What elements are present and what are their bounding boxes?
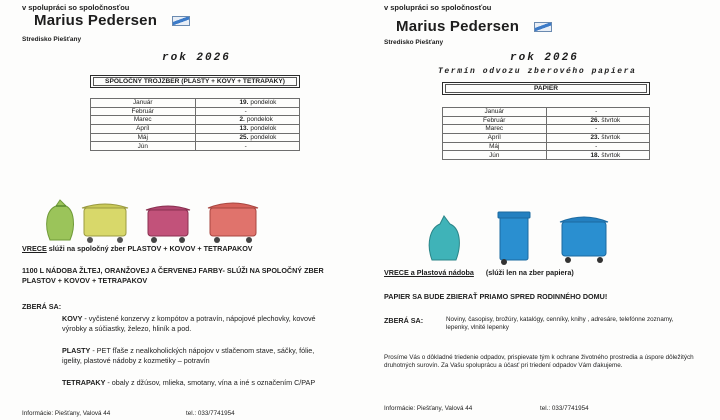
schedule-month: Február: [443, 116, 547, 125]
teal-bag-icon: [429, 216, 459, 260]
schedule-date: [546, 116, 650, 125]
schedule-month: Marec: [91, 116, 196, 125]
schedule-day-number: 19.: [239, 99, 249, 107]
schedule-date: [195, 125, 300, 134]
schedule-day-number: 26.: [590, 116, 600, 124]
brand-header: [34, 12, 190, 30]
kovy-item: KOVY - vyčistené konzervy z kompótov a potravín, nápojové plechovky, kovové výrobky a súčiastky, železo, hliník a pod.: [62, 314, 316, 333]
schedule-date: [195, 133, 300, 142]
schedule-weekday: pondelok: [246, 116, 273, 124]
branch-name: Stredisko Piešťany: [384, 39, 444, 46]
blue-large-bin-icon: [560, 217, 608, 263]
schedule-row: [443, 108, 650, 117]
schedule-date: [546, 151, 650, 160]
schedule-day-number: 23.: [590, 134, 600, 142]
schedule-month: Apríl: [443, 134, 547, 143]
pickup-notice: PAPIER SA BUDE ZBIERAŤ PRIAMO SPRED RODINNÉHO DOMU!: [384, 292, 608, 301]
schedule-weekday: pondelok: [250, 125, 277, 133]
bin-usage-text: 1100 L NÁDOBA ŽLTEJ, ORANŽOVEJ A ČERVENEJ FARBY- SLÚŽI NA SPOLOČNÝ ZBER PLASTOV + KOVOV + TETRAPAKOV: [22, 266, 324, 285]
schedule-weekday: štvrtok: [601, 134, 621, 142]
brand-logo-icon: [534, 22, 552, 32]
year-title: rok 2026: [510, 52, 579, 64]
yellow-bin-icon: [82, 204, 128, 243]
schedule-day-number: 13.: [239, 125, 249, 133]
thanks-text: Prosíme Vás o dôkladné triedenie odpadov, prispievate tým k ochrane životného prostredia a úspore dôležitých druhotných surovín. Za Vašu spoluprácu a účasť pri triedení odpadov Vám ďakujeme.: [384, 354, 694, 370]
partner-line: v spolupráci so spoločnosťou: [384, 3, 492, 12]
schedule-month: Jún: [91, 142, 196, 151]
year-title: rok 2026: [162, 52, 231, 64]
schedule-date: [546, 134, 650, 143]
red-bin-icon: [208, 203, 258, 243]
schedule-row: [91, 125, 300, 134]
schedule-table: [442, 107, 650, 160]
info-address: Informácie: Piešťany, Valová 44: [22, 410, 111, 417]
brand-logo-icon: [172, 16, 190, 26]
schedule-day-number: 18.: [590, 151, 600, 159]
schedule-row: [91, 116, 300, 125]
green-bag-icon: [47, 200, 74, 240]
schedule-table: [90, 98, 300, 151]
schedule-header: PAPIER: [442, 82, 650, 95]
schedule-month: Jún: [443, 151, 547, 160]
schedule-month: Apríl: [91, 125, 196, 134]
bag-usage-text: VRECE a Plastová nádoba (slúži len na zber papiera): [384, 268, 574, 277]
schedule-row: [91, 142, 300, 151]
schedule-date: -: [546, 108, 650, 117]
schedule-row: [91, 99, 300, 108]
schedule-row: [91, 133, 300, 142]
containers-illustration: [40, 196, 270, 248]
info-address: Informácie: Piešťany, Valová 44: [384, 405, 473, 412]
brand-name: Marius Pedersen: [396, 18, 520, 35]
info-phone: tel.: 033/7741954: [540, 405, 589, 412]
containers-illustration: [426, 208, 626, 266]
schedule-weekday: pondelok: [250, 99, 277, 107]
schedule-date: -: [195, 107, 300, 116]
schedule-day-number: 2.: [239, 116, 245, 124]
bag-usage-text: VRECE slúži na spoločný zber PLASTOV + KOVOV + TETRAPAKOV: [22, 244, 253, 253]
brand-name: Marius Pedersen: [34, 12, 158, 29]
schedule-row: [443, 151, 650, 160]
info-phone: tel.: 033/7741954: [186, 410, 235, 417]
schedule-row: [91, 107, 300, 116]
schedule-header: SPOLOČNÝ TROJZBER (PLASTY + KOVY + TETRAPAKY): [90, 75, 300, 88]
collects-label: ZBERÁ SA:: [22, 302, 62, 311]
schedule-month: Máj: [443, 142, 547, 151]
tetrapaky-item: TETRAPAKY - obaly z džúsov, mlieka, smotany, vína a iné s označením C/PAP: [62, 378, 316, 387]
schedule-row: [443, 125, 650, 134]
schedule-month: Január: [91, 99, 196, 108]
schedule-subtitle: Termín odvozu zberového papiera: [438, 67, 637, 76]
schedule-row: [443, 116, 650, 125]
schedule-month: Marec: [443, 125, 547, 134]
collects-label: ZBERÁ SA:: [384, 316, 424, 325]
partner-line: v spolupráci so spoločnosťou: [22, 3, 130, 12]
plasty-item: PLASTY - PET fľaše z nealkoholických nápojov v stlačenom stave, sáčky, fólie, igelity, plastové nádoby z kozmetiky – potravín: [62, 346, 315, 365]
schedule-date: [195, 116, 300, 125]
schedule-date: -: [195, 142, 300, 151]
schedule-month: Február: [91, 107, 196, 116]
brand-header: [396, 18, 552, 36]
schedule-weekday: pondelok: [250, 133, 277, 141]
pink-bin-icon: [146, 206, 190, 243]
schedule-weekday: štvrtok: [601, 116, 621, 124]
schedule-date: [195, 99, 300, 108]
branch-name: Stredisko Piešťany: [22, 36, 82, 43]
schedule-row: [443, 134, 650, 143]
schedule-weekday: štvrtok: [601, 151, 621, 159]
schedule-day-number: 25.: [239, 133, 249, 141]
schedule-date: -: [546, 125, 650, 134]
schedule-row: [443, 142, 650, 151]
right-leaflet: [372, 0, 720, 420]
schedule-month: Január: [443, 108, 547, 117]
schedule-date: -: [546, 142, 650, 151]
collects-text: Noviny, časopisy, brožúry, katalógy, cenníky, knihy , adresáre, telefónne zoznamy, lepenky, vlnité lepenky: [446, 316, 674, 332]
schedule-month: Máj: [91, 133, 196, 142]
blue-small-bin-icon: [498, 212, 530, 265]
